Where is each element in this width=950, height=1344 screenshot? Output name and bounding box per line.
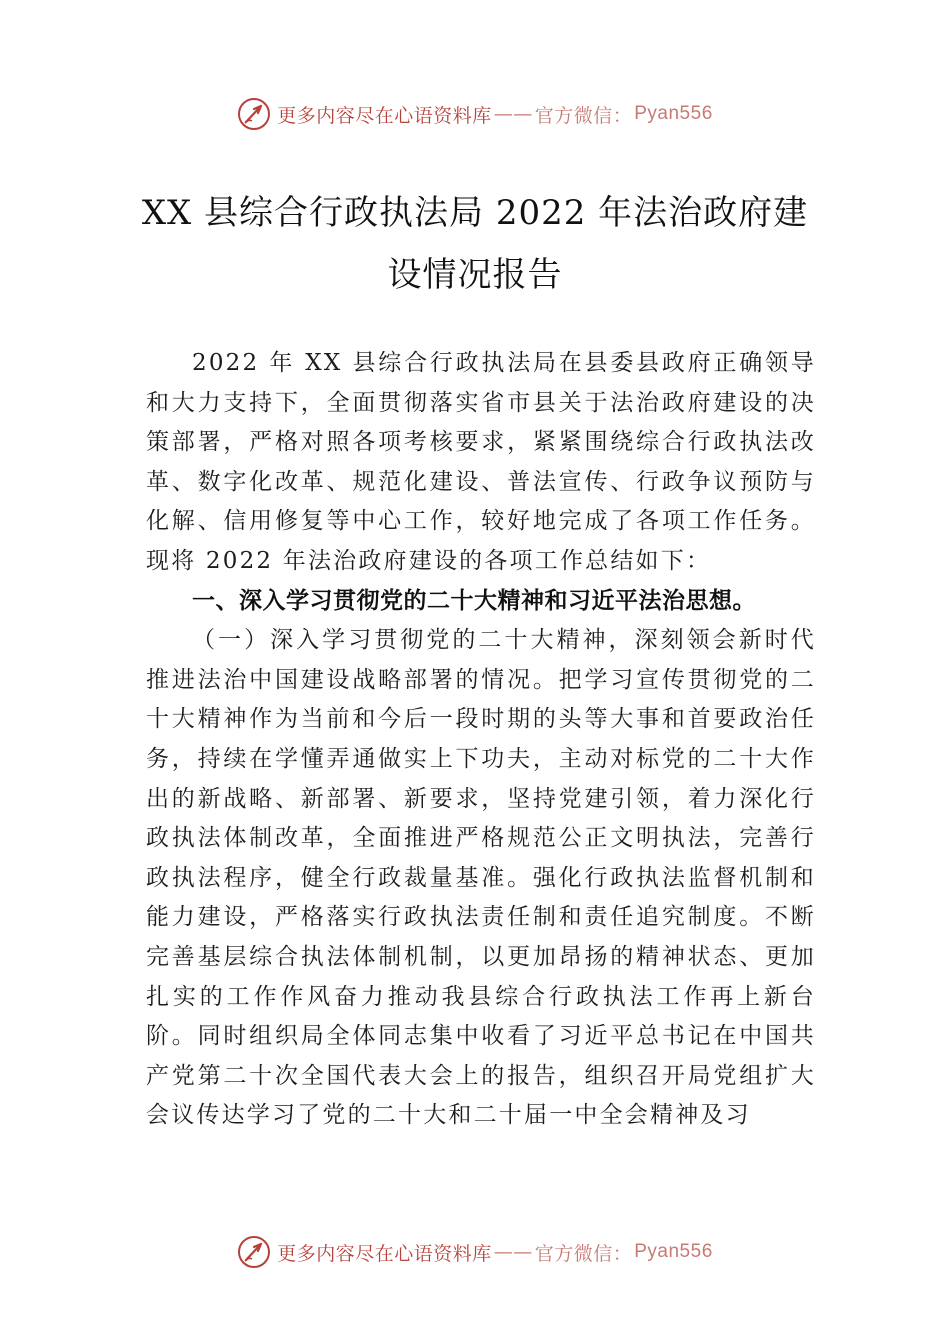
watermark-separator: ——	[493, 1241, 533, 1263]
quill-logo-icon	[237, 97, 271, 131]
title-line-1: XX 县综合行政执法局 2022 年法治政府建	[141, 193, 809, 233]
title-line-2: 设情况报告	[387, 255, 563, 295]
section-1-sub-1-paragraph	[146, 621, 816, 1136]
watermark-contact-id: Pyan556	[634, 103, 713, 124]
section-1-heading: 一、深入学习贯彻党的二十大精神和习近平法治思想。	[192, 587, 756, 614]
watermark-separator: ——	[493, 103, 533, 125]
watermark-contact-label: 官方微信：	[534, 104, 633, 127]
section-1-sub-1-lead: （一）深入学习贯彻党的二十大精神，深刻领会新时代推进法治中国建设战略部署的情况。	[146, 627, 816, 693]
document-body	[146, 344, 816, 1136]
footer-watermark	[0, 1232, 950, 1272]
watermark-contact-id: Pyan556	[634, 1241, 713, 1262]
quill-logo-icon	[237, 1235, 271, 1269]
watermark-label: 更多内容尽在心语资料库	[277, 1242, 492, 1265]
intro-paragraph: 2022 年 XX 县综合行政执法局在县委县政府正确领导和大力支持下，全面贯彻落实省市县关于法治政府建设的决策部署，严格对照各项考核要求，紧紧围绕综合行政执法改革、数字化改革、规范化建设、普法宣传、行政争议预防与化解、信用修复等中心工作，较好地完成了各项工作任务。现将 2022 年法治政府建设的各项工作总结如下：	[146, 350, 816, 574]
watermark-label: 更多内容尽在心语资料库	[277, 104, 492, 127]
header-watermark	[0, 94, 950, 134]
document-title	[130, 182, 820, 306]
section-1-sub-1-body: 把学习宣传贯彻党的二十大精神作为当前和今后一段时期的头等大事和首要政治任务，持续在学懂弄通做实上下功夫，主动对标党的二十大作出的新战略、新部署、新要求，坚持党建引领，着力深化行政执法体制改革，全面推进严格规范公正文明执法，完善行政执法程序，健全行政裁量基准。强化行政执法监督机制和能力建设，严格落实行政执法责任制和责任追究制度。不断完善基层综合执法体制机制，以更加昂扬的精神状态、更加扎实的工作作风奋力推动我县综合行政执法工作再上新台阶。同时组织局全体同志集中收看了习近平总书记在中国共产党第二十次全国代表大会上的报告，组织召开局党组扩大会议传达学习了党的二十大和二十届一中全会精神及习	[146, 666, 816, 1129]
watermark-contact-label: 官方微信：	[534, 1242, 633, 1265]
